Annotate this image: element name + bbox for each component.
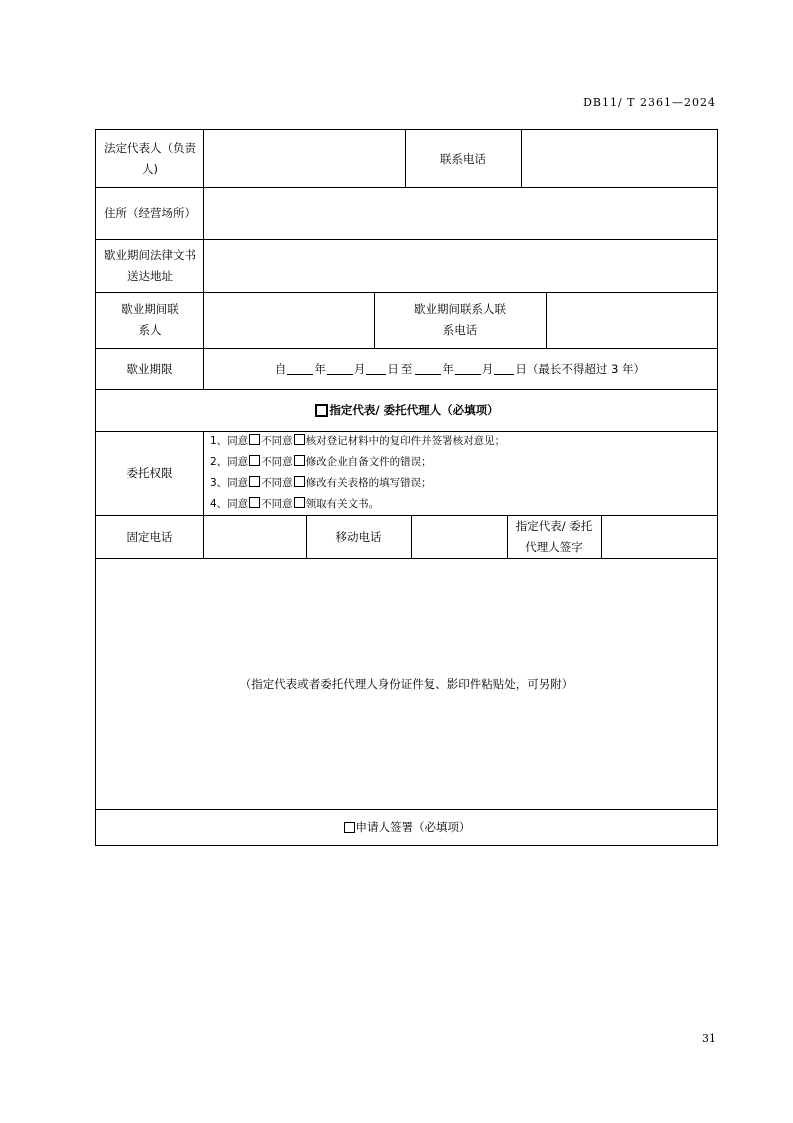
period-to: 至 — [400, 361, 413, 376]
contact-field[interactable] — [203, 292, 374, 348]
legal-rep-phone-field[interactable] — [521, 130, 717, 187]
mobile-label: 移动电话 — [335, 529, 382, 544]
column-divider — [374, 292, 375, 348]
authority-label: 委托权限 — [126, 466, 173, 480]
agree-checkbox[interactable] — [249, 476, 260, 487]
disagree-text: 不同意 — [261, 498, 293, 510]
page-number: 31 — [702, 1032, 716, 1045]
contact-phone-field[interactable] — [546, 292, 717, 348]
id-copy-note: （指定代表或者委托代理人身份证件复、影印件粘贴处，可另附） — [239, 676, 574, 691]
applicant-title: 申请人签署（必填项） — [355, 820, 471, 834]
column-divider — [507, 515, 508, 558]
period-field[interactable] — [203, 348, 717, 389]
agree-text: 同意 — [227, 498, 249, 510]
authority-item-number: 2、 — [210, 456, 228, 468]
address-label: 住所（经营场所） — [104, 205, 196, 220]
agent-signature-label: 指定代表/ 委托代理人签字 — [515, 518, 593, 554]
id-copy-area[interactable] — [96, 558, 717, 809]
period-day-unit: 日 — [387, 361, 399, 376]
authority-item — [210, 473, 432, 494]
period-year-unit: 年 — [314, 361, 326, 376]
agree-checkbox[interactable] — [249, 455, 260, 466]
address-field[interactable] — [203, 187, 717, 239]
authority-list — [96, 431, 717, 515]
disagree-checkbox[interactable] — [294, 497, 305, 508]
authority-item-number: 1、 — [210, 435, 228, 447]
legal-rep-phone-label: 联系电话 — [440, 151, 486, 166]
start-year-blank[interactable] — [287, 362, 313, 375]
disagree-checkbox[interactable] — [294, 476, 305, 487]
legal-rep-label: 法定代表人（负责人) — [104, 140, 196, 176]
authority-item — [210, 431, 505, 452]
end-month-blank[interactable] — [455, 362, 481, 375]
disagree-text: 不同意 — [261, 435, 293, 447]
disagree-checkbox[interactable] — [294, 455, 305, 466]
agree-text: 同意 — [227, 456, 249, 468]
disagree-text: 不同意 — [261, 456, 293, 468]
agent-section-title-text: 指定代表/ 委托代理人（必填项） — [329, 403, 499, 417]
agree-text: 同意 — [227, 477, 249, 489]
period-from: 自 — [274, 361, 287, 376]
authority-item-number: 4、 — [210, 498, 228, 510]
authority-item-text: 修改企业自备文件的错误； — [305, 456, 432, 468]
period-month-unit: 月 — [353, 361, 366, 376]
period-month-unit: 月 — [481, 361, 494, 376]
agree-text: 同意 — [227, 435, 249, 447]
doc-address-field[interactable] — [203, 239, 717, 292]
doc-address-label: 歇业期间法律文书送达地址 — [104, 247, 196, 283]
authority-item-text: 领取有关文书。 — [305, 498, 380, 510]
authority-item — [210, 494, 379, 515]
agree-checkbox[interactable] — [249, 497, 260, 508]
authority-item — [210, 452, 432, 473]
period-year-unit: 年 — [442, 361, 454, 376]
period-note: （最长不得超过 3 年） — [526, 361, 646, 376]
document-code: DB11/ T 2361—2024 — [583, 96, 716, 109]
legal-rep-field[interactable] — [203, 130, 405, 187]
disagree-text: 不同意 — [261, 477, 293, 489]
authority-item-text: 核对登记材料中的复印件并签署核对意见； — [305, 435, 506, 447]
disagree-checkbox[interactable] — [294, 434, 305, 445]
contact-label: 歇业期间联系人 — [121, 302, 179, 337]
authority-item-text: 修改有关表格的填写错误； — [305, 477, 432, 489]
period-label: 歇业期限 — [126, 361, 173, 376]
end-year-blank[interactable] — [415, 362, 441, 375]
applicant-checkbox[interactable] — [344, 822, 355, 833]
period-day-unit: 日 — [515, 361, 527, 376]
agent-signature-field[interactable] — [601, 515, 717, 558]
start-day-blank[interactable] — [366, 362, 386, 375]
agent-section-checkbox[interactable] — [315, 404, 328, 417]
mobile-field[interactable] — [411, 515, 507, 558]
agree-checkbox[interactable] — [249, 434, 260, 445]
agent-section-title — [96, 389, 717, 431]
contact-phone-label: 歇业期间联系人联系电话 — [414, 302, 506, 337]
landline-field[interactable] — [203, 515, 306, 558]
form-table — [95, 129, 718, 846]
end-day-blank[interactable] — [494, 362, 514, 375]
applicant-signature-row — [96, 809, 717, 845]
landline-label: 固定电话 — [126, 529, 173, 544]
authority-item-number: 3、 — [210, 477, 228, 489]
start-month-blank[interactable] — [327, 362, 353, 375]
